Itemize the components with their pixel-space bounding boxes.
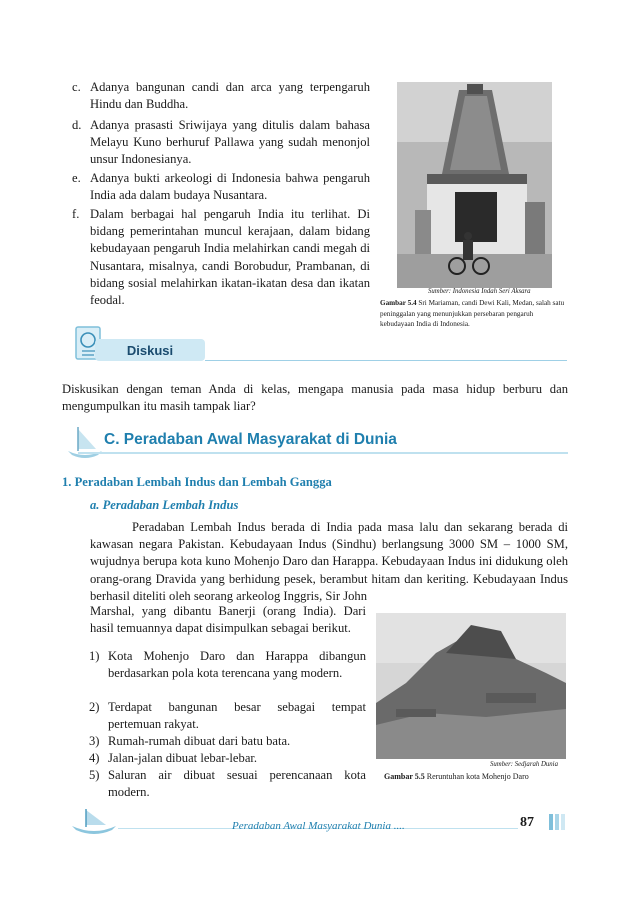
ship-icon [66,425,104,461]
footer-ornament-icon [548,812,568,832]
figure-source: Sumber: Indonesia Indah Seri Aksara [428,288,531,295]
discussion-divider [205,360,567,361]
list-text: Adanya prasasti Sriwijaya yang ditulis dalam bahasa Melayu Kuno berhuruf Pallawa yang sudah menonjol unsur Indonesianya. [90,118,370,167]
list-number: 3) [89,734,100,748]
temple-photo [397,82,552,288]
footer-title: Peradaban Awal Masyarakat Dunia .... [232,820,405,832]
page-number: 87 [520,815,534,830]
list-text: Kota Mohenjo Daro dan Harappa dibangun berdasarkan pola kota terencana yang modern. [108,649,366,681]
list-text: Terdapat bangunan besar sebagai tempat pertemuan rakyat. [108,700,366,732]
list-item [89,699,366,733]
discussion-label: Diskusi [95,339,205,361]
list-text: Jalan-jalan dibuat lebar-lebar. [108,751,258,765]
list-item [89,750,366,767]
list-number: 1) [89,649,100,663]
section-heading: C. Peradaban Awal Masyarakat di Dunia [104,431,397,448]
subsection-heading: 1. Peradaban Lembah Indus dan Lembah Gangga [62,475,332,489]
list-text: Dalam berbagai hal pengaruh India itu terlihat. Di bidang pemerintahan muncul kerajaan, dalam bidang kebudayaan pengaruh India melahirkan candi megah di Nusantara, misalnya, candi Borobudur, Prambanan, di bidang sosial melahirkan ikatan-ikatan desa dan ikatan feodal. [90,207,370,308]
list-item [72,79,370,113]
figure-caption-text: Sri Mariaman, candi Dewi Kali, Medan, salah satu peninggalan yang menunjukkan persebaran pengaruh kebudayaan India di Indonesia. [380,299,565,328]
figure-caption [380,298,568,330]
figure-caption-text: Reruntuhan kota Mohenjo Daro [426,772,529,781]
list-item [89,648,366,682]
subsubsection-heading: a. Peradaban Lembah Indus [90,498,239,512]
list-letter: d. [72,118,82,132]
list-letter: e. [72,171,81,185]
footer-ship-icon [70,808,118,836]
list-item [89,767,366,801]
section-divider [78,452,568,454]
ruins-photo [376,613,566,759]
list-letter: c. [72,80,81,94]
body-paragraph: Peradaban Lembah Indus berada di India pada masa lalu dan sekarang berada di kawasan negara Pakistan. Kebudayaan Indus (Sindhu) berlangsung 3000 SM – 1000 SM, wujudnya berupa kota kuno Mohenjo Daro dan Harappa. Kebudayaan Indus ini didukung oleh orang-orang Dravida yang berhidung pesek, berambut hitam dan keriting. Kebudayaan Indus berhasil diteliti oleh seorang arkeolog Inggris, Sir John [90,520,568,603]
list-number: 2) [89,700,100,714]
list-text: Adanya bukti arkeologi di Indonesia bahwa pengaruh India ada dalam budaya Nusantara. [90,171,370,203]
list-item [89,733,366,750]
discussion-text: Diskusikan dengan teman Anda di kelas, mengapa manusia pada masa hidup berburu dan mengumpulkan itu masih tampak liar? [62,382,568,414]
figure-label: Gambar 5.4 [380,299,417,307]
body-paragraph-continued: Marshal, yang dibantu Banerji (orang India). Dari hasil temuannya dapat disimpulkan sebagai berikut. [90,604,366,636]
list-item [72,170,370,204]
list-item [72,206,370,309]
list-text: Adanya bangunan candi dan arca yang terpengaruh Hindu dan Buddha. [90,80,370,112]
figure-label: Gambar 5.5 [384,772,425,781]
list-text: Saluran air dibuat sesuai perencanaan kota modern. [108,768,366,800]
list-text: Rumah-rumah dibuat dari batu bata. [108,734,291,748]
list-number: 4) [89,751,100,765]
list-letter: f. [72,207,80,221]
figure-source: Sumber: Sedjarah Dunia [490,761,558,768]
list-item [72,117,370,169]
figure-caption [384,772,529,783]
list-number: 5) [89,768,100,782]
